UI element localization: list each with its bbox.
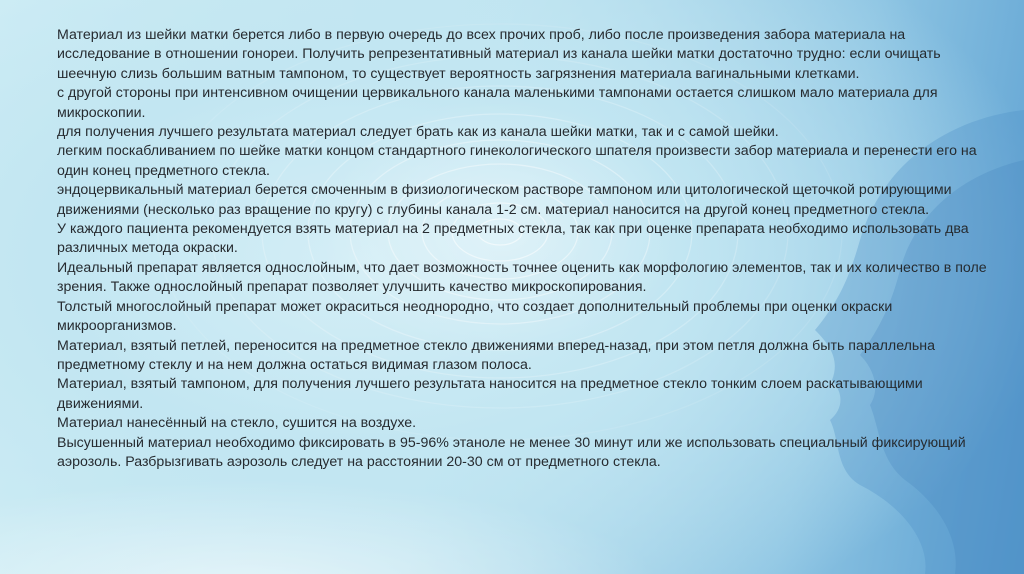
slide-text-body: [57, 26, 1002, 472]
paragraph-two-slides: У каждого пациента рекомендуется взять материал на 2 предметных стекла, так как при оценке препарата необходимо использовать два различных метода окраски.: [57, 221, 969, 257]
bottom-light-glow: [0, 470, 700, 574]
paragraph-air-drying: Материал нанесённый на стекло, сушится на воздухе.: [57, 415, 417, 432]
paragraph-thick-multilayer: Толстый многослойный препарат может окраситься неоднородно, что создает дополнительный проблемы при оценки окраски микроорганизмов.: [57, 298, 893, 335]
paragraph-ideal-monolayer: Идеальный препарат является однослойным, что дает возможность точнее оценить как морфологию элементов, так и их количество в поле зрения. Также однослойный препарат позволяет улучшить качество микроскопирования.: [57, 259, 987, 296]
paragraph-spatula-scraping: легким поскабливанием по шейке матки концом стандартного гинекологического шпателя произвести забор материала и перенести его на один конец предметного стекла.: [57, 143, 977, 179]
paragraph-loop-transfer: Материал, взятый петлей, переносится на предметное стекло движениями вперед-назад, при этом петля должна быть параллельна предметному стеклу и на нем должна остаться видимая глазом полоса.: [57, 337, 936, 373]
paragraph-cervical-sampling: Материал из шейки матки берется либо в первую очередь до всех прочих проб, либо после произведения забора материала на исследование в отношении гонореи. Получить репрезентативный материал из канала шейки матки достаточно трудно: если очищать шеечную слизь большим ватным тампоном, то существует вероятность загрязнения материала вагинальными клетками.: [57, 27, 941, 82]
paragraph-endocervical-material: эндоцервикальный материал берется смоченным в физиологическом растворе тампоном или цитологической щеточкой ротирующими движениями (несколько раз вращение по кругу) с глубины канала 1-2 см. материал наносится на другой конец предметного стекла.: [57, 182, 952, 218]
paragraph-fixation: Высушенный материал необходимо фиксировать в 95-96% этаноле не менее 30 минут или же использовать специальный фиксирующий аэрозоль. Разбрызгивать аэрозоль следует на расстоянии 20-30 см от предметного стекла.: [57, 434, 966, 470]
paragraph-best-result: для получения лучшего результата материал следует брать как из канала шейки матки, так и с самой шейки.: [57, 124, 779, 141]
paragraph-swab-rolling: Материал, взятый тампоном, для получения лучшего результата наносится на предметное стекло тонким слоем раскатывающими движениями.: [57, 376, 923, 412]
paragraph-small-swabs: с другой стороны при интенсивном очищении цервикального канала маленькими тампонами остается слишком мало материала для микроскопии.: [57, 85, 938, 121]
